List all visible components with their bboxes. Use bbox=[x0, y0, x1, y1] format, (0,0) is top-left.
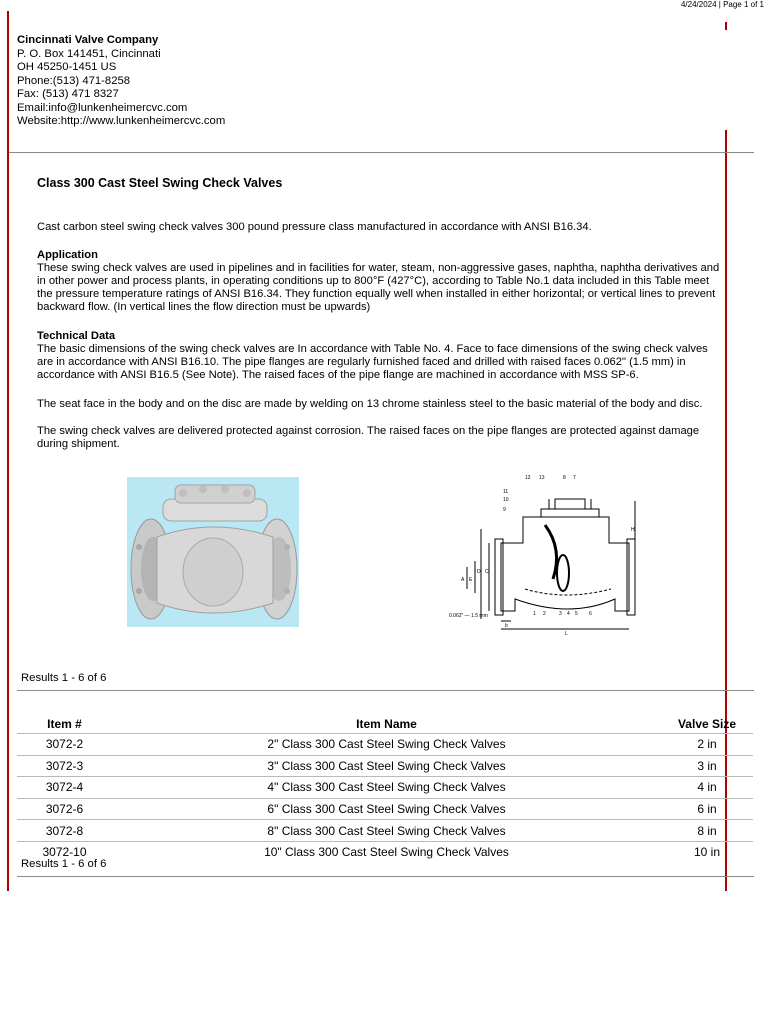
callout-label: 4 bbox=[567, 611, 570, 617]
valve-size-cell: 2 in bbox=[661, 734, 753, 756]
results-count-bottom: Results 1 - 6 of 6 bbox=[21, 858, 107, 870]
right-border-tick bbox=[725, 22, 727, 30]
item-name-link[interactable]: 4" Class 300 Cast Steel Swing Check Valves bbox=[112, 777, 661, 799]
table-row bbox=[17, 841, 753, 862]
technical-text: The basic dimensions of the swing check valves are In accordance with Table No. 4. Face to face dimensions of the swing check valves are in accordance with ANSI B16.10. The pipe flanges are regularly furnished faced and drilled with raised faces 0.062" (1.5 mm) in accordance with ANSI B16.5 (See Note). The raised faces of the pipe flange are machined in accordance with MSS SP-6. bbox=[37, 343, 708, 381]
valve-section-drawing bbox=[445, 469, 639, 637]
dimension-label: E bbox=[469, 577, 473, 583]
column-header-item-name[interactable]: Item Name bbox=[356, 717, 417, 731]
dimension-label: L bbox=[565, 631, 568, 637]
callout-label: 11 bbox=[503, 489, 509, 495]
header-divider bbox=[9, 152, 754, 153]
item-number-cell: 3072-8 bbox=[17, 820, 112, 842]
item-number-cell: 3072-3 bbox=[17, 755, 112, 777]
technical-section bbox=[37, 330, 727, 382]
callout-label: 10 bbox=[503, 497, 509, 503]
seat-text: The seat face in the body and on the disc are made by welding on 13 chrome stainless steel to the basic material of the body and disc. bbox=[37, 398, 703, 410]
email-line: Email:info@lunkenheimercvc.com bbox=[17, 101, 188, 114]
results-divider-bottom bbox=[17, 876, 754, 877]
table-row bbox=[17, 798, 753, 820]
address-line: P. O. Box 141451, Cincinnati bbox=[17, 47, 161, 60]
callout-label: 13 bbox=[539, 475, 545, 481]
callout-label: 9 bbox=[503, 507, 506, 513]
callout-label: 8 bbox=[563, 475, 566, 481]
product-description bbox=[37, 177, 727, 190]
results-count-top: Results 1 - 6 of 6 bbox=[21, 672, 107, 684]
flange-note: 0.062" — 1.5 mm bbox=[449, 613, 488, 619]
valve-size-cell: 8 in bbox=[661, 820, 753, 842]
item-number-cell: 3072-6 bbox=[17, 798, 112, 820]
item-number-cell: 3072-4 bbox=[17, 777, 112, 799]
dimension-label: b bbox=[505, 623, 508, 629]
table-row bbox=[17, 734, 753, 756]
callout-label: 7 bbox=[573, 475, 576, 481]
column-header-valve-size[interactable]: Valve Size bbox=[677, 717, 737, 731]
item-name-link[interactable]: 10" Class 300 Cast Steel Swing Check Valves bbox=[112, 841, 661, 862]
callout-label: 5 bbox=[575, 611, 578, 617]
item-name-link[interactable]: 8" Class 300 Cast Steel Swing Check Valves bbox=[112, 820, 661, 842]
page-title: Class 300 Cast Steel Swing Check Valves bbox=[37, 176, 283, 190]
dimension-label: C bbox=[485, 569, 489, 575]
product-intro: Cast carbon steel swing check valves 300 pound pressure class manufactured in accordance with ANSI B16.34. bbox=[37, 221, 592, 233]
technical-heading: Technical Data bbox=[37, 330, 116, 342]
column-header-item-number[interactable]: Item # bbox=[47, 717, 82, 731]
callout-label: 3 bbox=[559, 611, 562, 617]
valve-photo-illustration bbox=[127, 477, 299, 627]
valve-photo bbox=[127, 477, 299, 627]
dimension-label: H bbox=[631, 527, 635, 533]
table-row bbox=[17, 755, 753, 777]
page-info: 4/24/2024 | Page 1 of 1 bbox=[680, 0, 764, 9]
left-border-line bbox=[7, 11, 9, 891]
application-heading: Application bbox=[37, 249, 98, 261]
fax-line: Fax: (513) 471 8327 bbox=[17, 88, 119, 100]
items-table bbox=[17, 704, 753, 863]
item-name-link[interactable]: 3" Class 300 Cast Steel Swing Check Valves bbox=[112, 755, 661, 777]
item-number-cell: 3072-2 bbox=[17, 734, 112, 756]
table-row bbox=[17, 820, 753, 842]
company-address-block bbox=[17, 34, 225, 129]
dimension-label: D bbox=[477, 569, 481, 575]
address-line: OH 45250-1451 US bbox=[17, 61, 117, 73]
table-header-row bbox=[17, 704, 753, 734]
dimension-label: A bbox=[461, 577, 465, 583]
application-section bbox=[37, 249, 727, 314]
valve-section-drawing-svg bbox=[445, 469, 639, 637]
callout-label: 6 bbox=[589, 611, 592, 617]
application-text: These swing check valves are used in pipelines and in facilities for water, steam, non-aggressive gases, naphtha, naphtha derivatives and in other power and process plants, in operating conditions up to 800°F (427°C), according to Table No.1 data included in this Table meet the pressure temperature ratings of ANSI B16.34. They function equally well when installed in either horizontal; or vertical lines to prevent backward flow. (In vertical lines the flow direction must be upwards) bbox=[37, 262, 720, 313]
website-line: Website:http://www.lunkenheimercvc.com bbox=[17, 115, 226, 127]
item-number-cell: 3072-10 bbox=[17, 841, 112, 862]
item-name-link[interactable]: 6" Class 300 Cast Steel Swing Check Valves bbox=[112, 798, 661, 820]
callout-label: 1 bbox=[533, 611, 536, 617]
valve-size-cell: 3 in bbox=[661, 755, 753, 777]
item-name-link[interactable]: 2" Class 300 Cast Steel Swing Check Valves bbox=[112, 734, 661, 756]
callout-label: 12 bbox=[525, 475, 531, 481]
valve-size-cell: 4 in bbox=[661, 777, 753, 799]
results-divider-top bbox=[17, 690, 754, 691]
callout-label: 2 bbox=[543, 611, 546, 617]
delivery-text: The swing check valves are delivered protected against corrosion. The raised faces on the pipe flanges are protected against damage during shipment. bbox=[37, 425, 700, 450]
valve-size-cell: 10 in bbox=[661, 841, 753, 862]
phone-line: Phone:(513) 471-8258 bbox=[17, 74, 131, 87]
company-name: Cincinnati Valve Company bbox=[17, 34, 159, 46]
valve-size-cell: 6 in bbox=[661, 798, 753, 820]
table-row bbox=[17, 777, 753, 799]
